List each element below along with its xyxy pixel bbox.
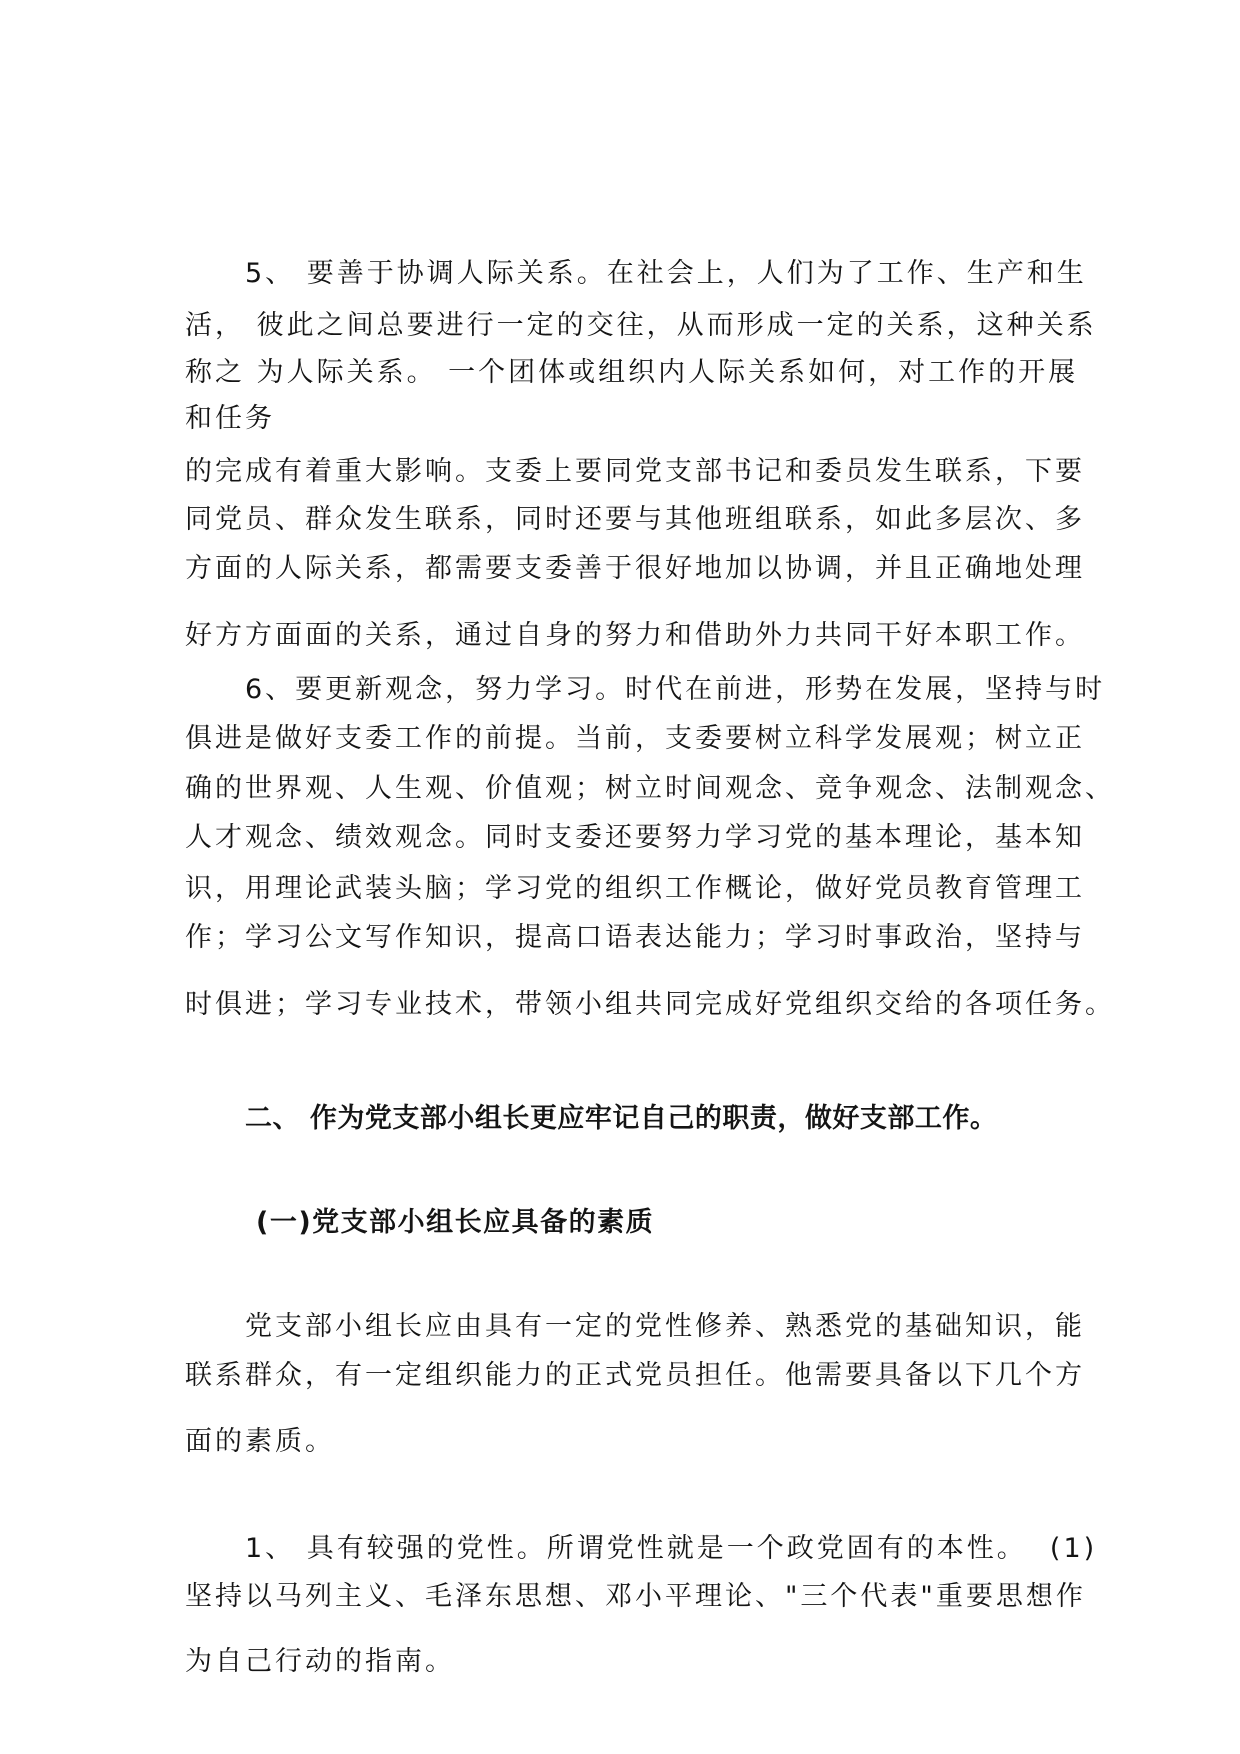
intro-line: 联系群众，有一定组织能力的正式党员担任。他需要具备以下几个方 (185, 1360, 1085, 1391)
item5-line: 称之 为人际关系。 一个团体或组织内人际关系如何，对工作的开展 (185, 357, 1079, 388)
section-heading: 二、 作为党支部小组长更应牢记自己的职责，做好支部工作。 (245, 1103, 998, 1134)
item6-line: 时俱进；学习专业技术，带领小组共同完成好党组织交给的各项任务。 (185, 989, 1115, 1020)
item1-line: 1、 具有较强的党性。所谓党性就是一个政党固有的本性。 (1) (245, 1533, 1098, 1564)
item5-line: 5、 要善于协调人际关系。在社会上，人们为了工作、生产和生 (245, 258, 1087, 289)
item5-line: 好方方面面的关系，通过自身的努力和借助外力共同干好本职工作。 (185, 620, 1085, 651)
intro-line: 党支部小组长应由具有一定的党性修养、熟悉党的基础知识，能 (245, 1311, 1085, 1342)
subsection-heading: (一)党支部小组长应具备的素质 (256, 1207, 655, 1238)
item5-line: 方面的人际关系，都需要支委善于很好地加以协调，并且正确地处理 (185, 553, 1085, 584)
item5-line: 活， 彼此之间总要进行一定的交往，从而形成一定的关系，这种关系 (185, 310, 1097, 341)
item6-line: 识，用理论武装头脑；学习党的组织工作概论，做好党员教育管理工 (185, 873, 1085, 904)
item5-line: 和任务 (185, 403, 275, 434)
item1-line: 坚持以马列主义、毛泽东思想、邓小平理论、"三个代表"重要思想作 (185, 1581, 1086, 1612)
intro-line: 面的素质。 (185, 1426, 335, 1457)
item5-line: 同党员、群众发生联系，同时还要与其他班组联系，如此多层次、多 (185, 504, 1085, 535)
item1-line: 为自己行动的指南。 (185, 1646, 455, 1677)
item6-line: 作；学习公文写作知识，提高口语表达能力；学习时事政治，坚持与 (185, 922, 1085, 953)
item6-line: 确的世界观、人生观、价值观；树立时间观念、竞争观念、法制观念、 (185, 773, 1115, 804)
item5-line: 的完成有着重大影响。支委上要同党支部书记和委员发生联系，下要 (185, 456, 1085, 487)
item6-line: 人才观念、绩效观念。同时支委还要努力学习党的基本理论，基本知 (185, 822, 1085, 853)
item6-line: 6、要更新观念，努力学习。时代在前进，形势在发展，坚持与时 (245, 674, 1106, 705)
item6-line: 俱进是做好支委工作的前提。当前，支委要树立科学发展观；树立正 (185, 723, 1085, 754)
